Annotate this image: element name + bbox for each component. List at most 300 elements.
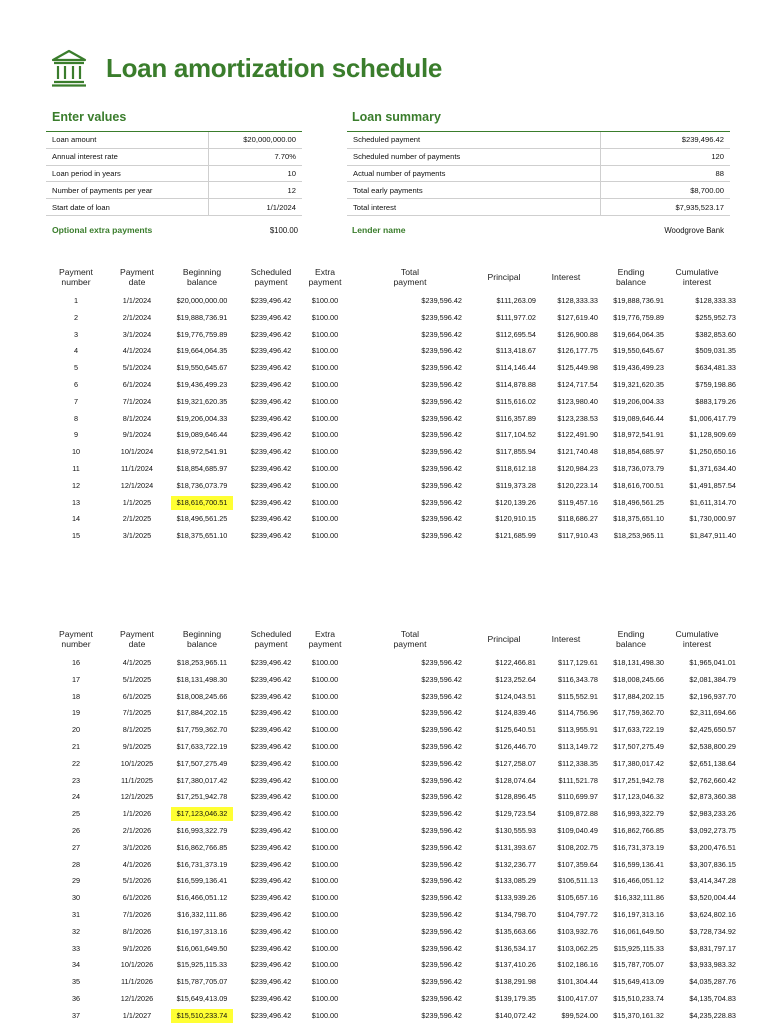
table-row bbox=[0, 427, 768, 444]
cell-interest: $105,657.16 bbox=[557, 893, 598, 903]
cell-beginning-balance: $16,599,136.41 bbox=[176, 876, 228, 886]
cell-payment-date: 11/1/2024 bbox=[121, 464, 153, 473]
cell-payment-number: 22 bbox=[71, 758, 81, 768]
loan-summary-label: Total early payments bbox=[347, 182, 601, 199]
cell-scheduled-payment: $239,496.42 bbox=[250, 480, 292, 490]
cell-payment-date: 2/1/2024 bbox=[122, 312, 152, 322]
cell-payment-number: 5 bbox=[73, 363, 79, 373]
cell-total-payment: $239,596.42 bbox=[421, 447, 462, 457]
table-row bbox=[0, 1008, 768, 1024]
cell-scheduled-payment: $239,496.42 bbox=[250, 363, 292, 373]
cell-interest: $120,223.14 bbox=[557, 480, 598, 490]
cell-total-payment: $239,596.42 bbox=[421, 842, 462, 852]
enter-values-row bbox=[46, 199, 302, 216]
cell-principal: $117,855.94 bbox=[495, 447, 536, 457]
table-row bbox=[0, 991, 768, 1008]
cell-extra-payment: $100.00 bbox=[311, 346, 339, 356]
cell-payment-date: 4/1/2025 bbox=[122, 658, 152, 667]
enter-values-value[interactable]: 1/1/2024 bbox=[208, 199, 302, 216]
cell-payment-number: 19 bbox=[71, 708, 81, 718]
enter-values-value[interactable]: 10 bbox=[208, 165, 302, 182]
cell-cumulative-interest: $4,035,287.76 bbox=[689, 977, 736, 987]
cell-payment-number: 23 bbox=[71, 775, 81, 785]
table-row bbox=[0, 857, 768, 874]
cell-payment-number: 6 bbox=[73, 380, 79, 389]
cell-beginning-balance: $18,008,245.66 bbox=[176, 691, 228, 701]
cell-extra-payment: $100.00 bbox=[311, 960, 339, 970]
cell-extra-payment: $100.00 bbox=[311, 531, 339, 541]
optional-extra-label: Optional extra payments bbox=[52, 225, 153, 235]
cell-total-payment: $239,596.42 bbox=[421, 413, 462, 423]
cell-scheduled-payment: $239,496.42 bbox=[250, 943, 292, 953]
loan-summary-label: Total interest bbox=[347, 199, 601, 216]
cell-ending-balance: $16,061,649.50 bbox=[613, 926, 664, 936]
column-header-payment-date: Payment date bbox=[120, 267, 154, 287]
cell-beginning-balance: $15,649,413.09 bbox=[176, 994, 228, 1003]
loan-summary-value: 88 bbox=[601, 165, 730, 182]
cell-total-payment: $239,596.42 bbox=[421, 531, 462, 541]
cell-extra-payment: $100.00 bbox=[311, 447, 339, 457]
cell-principal: $133,085.29 bbox=[495, 876, 536, 886]
table-row bbox=[0, 394, 768, 411]
cell-extra-payment: $100.00 bbox=[311, 792, 339, 802]
cell-payment-date: 4/1/2024 bbox=[122, 346, 152, 356]
column-header-total-payment: Total payment bbox=[393, 629, 427, 649]
cell-beginning-balance: $15,787,705.07 bbox=[176, 977, 228, 987]
cell-payment-number: 25 bbox=[71, 809, 81, 819]
cell-extra-payment: $100.00 bbox=[311, 725, 339, 735]
cell-total-payment: $239,596.42 bbox=[421, 430, 462, 440]
cell-extra-payment: $100.00 bbox=[311, 943, 339, 953]
cell-payment-number: 28 bbox=[71, 859, 81, 869]
cell-total-payment: $239,596.42 bbox=[421, 363, 462, 373]
cell-interest: $115,552.91 bbox=[557, 691, 598, 701]
enter-values-table bbox=[46, 131, 302, 216]
enter-values-row bbox=[46, 148, 302, 165]
cell-beginning-balance: $19,436,499.23 bbox=[176, 380, 228, 389]
cell-beginning-balance: $19,089,646.44 bbox=[176, 430, 228, 440]
cell-ending-balance: $18,008,245.66 bbox=[613, 674, 664, 684]
cell-interest: $128,333.33 bbox=[557, 296, 598, 305]
cell-total-payment: $239,596.42 bbox=[421, 893, 462, 903]
cell-extra-payment: $100.00 bbox=[311, 312, 339, 322]
column-header-cumulative-interest: Cumulative interest bbox=[675, 267, 719, 287]
cell-beginning-balance: $18,854,685.97 bbox=[176, 464, 228, 473]
cell-extra-payment: $100.00 bbox=[311, 775, 339, 785]
cell-payment-number: 13 bbox=[71, 497, 81, 507]
cell-beginning-balance: $19,776,759.89 bbox=[176, 329, 228, 339]
column-header-payment-date: Payment date bbox=[120, 629, 154, 649]
cell-scheduled-payment: $239,496.42 bbox=[250, 531, 292, 541]
cell-scheduled-payment: $239,496.42 bbox=[250, 809, 292, 819]
cell-scheduled-payment: $239,496.42 bbox=[250, 464, 292, 473]
cell-payment-date: 8/1/2026 bbox=[122, 926, 152, 936]
cell-ending-balance: $18,253,965.11 bbox=[613, 531, 664, 541]
column-header-beginning-balance: Beginning balance bbox=[182, 267, 222, 287]
cell-total-payment: $239,596.42 bbox=[421, 809, 462, 819]
cell-cumulative-interest: $2,651,138.64 bbox=[689, 758, 736, 768]
table-row bbox=[0, 478, 768, 495]
cell-beginning-balance: $17,633,722.19 bbox=[176, 742, 228, 751]
cell-total-payment: $239,596.42 bbox=[421, 876, 462, 886]
cell-interest: $117,910.43 bbox=[557, 531, 598, 541]
cell-principal: $137,410.26 bbox=[495, 960, 536, 970]
cell-interest: $116,343.78 bbox=[557, 674, 598, 684]
cell-scheduled-payment: $239,496.42 bbox=[250, 910, 292, 919]
cell-beginning-balance: $16,862,766.85 bbox=[176, 842, 228, 852]
cell-payment-date: 6/1/2024 bbox=[122, 380, 152, 389]
cell-total-payment: $239,596.42 bbox=[421, 792, 462, 802]
enter-values-label: Start date of loan bbox=[46, 199, 208, 216]
cell-interest: $114,756.96 bbox=[557, 708, 598, 718]
cell-cumulative-interest: $1,611,314.70 bbox=[689, 497, 736, 507]
cell-ending-balance: $17,380,017.42 bbox=[613, 758, 664, 768]
column-header-principal: Principal bbox=[487, 272, 521, 282]
cell-beginning-balance: $16,466,051.12 bbox=[176, 893, 228, 903]
cell-payment-number: 16 bbox=[71, 658, 81, 667]
cell-extra-payment: $100.00 bbox=[311, 876, 339, 886]
cell-cumulative-interest: $3,520,004.44 bbox=[689, 893, 736, 903]
cell-cumulative-interest: $4,235,228.83 bbox=[689, 1010, 736, 1020]
cell-beginning-balance: $17,380,017.42 bbox=[176, 775, 228, 785]
cell-interest: $126,177.75 bbox=[557, 346, 598, 356]
cell-interest: $121,740.48 bbox=[557, 447, 598, 457]
cell-interest: $107,359.64 bbox=[557, 859, 598, 869]
cell-total-payment: $239,596.42 bbox=[421, 826, 462, 835]
cell-payment-number: 34 bbox=[71, 960, 81, 970]
loan-summary-label: Scheduled number of payments bbox=[347, 148, 601, 165]
column-header-extra-payment: Extra payment bbox=[308, 629, 342, 649]
cell-interest: $119,457.16 bbox=[557, 497, 598, 507]
cell-ending-balance: $16,599,136.41 bbox=[613, 859, 664, 869]
cell-cumulative-interest: $3,092,273.75 bbox=[689, 826, 736, 835]
table-row bbox=[0, 739, 768, 756]
cell-principal: $126,446.70 bbox=[495, 742, 536, 751]
cell-interest: $109,872.88 bbox=[557, 809, 598, 819]
cell-beginning-balance: $17,759,362.70 bbox=[176, 725, 228, 735]
cell-principal: $123,252.64 bbox=[495, 674, 536, 684]
cell-interest: $118,686.27 bbox=[557, 514, 598, 524]
table-row bbox=[0, 773, 768, 790]
cell-total-payment: $239,596.42 bbox=[421, 691, 462, 701]
cell-ending-balance: $16,862,766.85 bbox=[613, 826, 664, 835]
cell-total-payment: $239,596.42 bbox=[421, 742, 462, 751]
cell-total-payment: $239,596.42 bbox=[421, 658, 462, 667]
cell-total-payment: $239,596.42 bbox=[421, 775, 462, 785]
cell-total-payment: $239,596.42 bbox=[421, 708, 462, 718]
enter-values-row bbox=[46, 165, 302, 182]
cell-ending-balance: $17,884,202.15 bbox=[613, 691, 664, 701]
table-row bbox=[0, 756, 768, 773]
column-header-scheduled-payment: Scheduled payment bbox=[250, 267, 292, 287]
table-row bbox=[0, 924, 768, 941]
cell-extra-payment: $100.00 bbox=[311, 674, 339, 684]
cell-cumulative-interest: $1,006,417.79 bbox=[689, 413, 736, 423]
cell-extra-payment: $100.00 bbox=[311, 994, 339, 1003]
cell-ending-balance: $16,731,373.19 bbox=[613, 842, 664, 852]
cell-payment-number: 4 bbox=[73, 346, 79, 356]
cell-cumulative-interest: $2,762,660.42 bbox=[689, 775, 736, 785]
cell-payment-date: 12/1/2024 bbox=[120, 480, 154, 490]
cell-principal: $127,258.07 bbox=[495, 758, 536, 768]
cell-principal: $139,179.35 bbox=[495, 994, 536, 1003]
cell-payment-date: 1/1/2025 bbox=[122, 497, 152, 507]
cell-cumulative-interest: $2,873,360.38 bbox=[689, 792, 736, 802]
cell-payment-date: 5/1/2024 bbox=[122, 363, 152, 373]
cell-total-payment: $239,596.42 bbox=[421, 977, 462, 987]
cell-principal: $124,839.46 bbox=[495, 708, 536, 718]
cell-payment-date: 1/1/2026 bbox=[122, 809, 152, 819]
cell-extra-payment: $100.00 bbox=[311, 842, 339, 852]
column-header-cumulative-interest: Cumulative interest bbox=[675, 629, 719, 649]
table-row bbox=[0, 444, 768, 461]
cell-extra-payment: $100.00 bbox=[311, 742, 339, 751]
cell-scheduled-payment: $239,496.42 bbox=[250, 296, 292, 305]
table-row bbox=[0, 461, 768, 478]
cell-principal: $135,663.66 bbox=[495, 926, 536, 936]
schedule-header bbox=[0, 626, 768, 652]
optional-extra-value[interactable]: $100.00 bbox=[269, 226, 298, 235]
cell-interest: $112,338.35 bbox=[557, 758, 598, 768]
cell-payment-date: 12/1/2026 bbox=[120, 994, 154, 1003]
column-header-scheduled-payment: Scheduled payment bbox=[250, 629, 292, 649]
column-header-payment-number: Payment number bbox=[59, 629, 93, 649]
cell-beginning-balance: $17,507,275.49 bbox=[176, 758, 228, 768]
cell-total-payment: $239,596.42 bbox=[421, 296, 462, 305]
cell-payment-date: 3/1/2025 bbox=[122, 531, 152, 541]
cell-interest: $125,449.98 bbox=[557, 363, 598, 373]
enter-values-row bbox=[46, 182, 302, 199]
cell-interest: $99,524.00 bbox=[561, 1010, 598, 1020]
loan-summary-row bbox=[347, 165, 730, 182]
table-row bbox=[0, 327, 768, 344]
column-header-total-payment: Total payment bbox=[393, 267, 427, 287]
cell-scheduled-payment: $239,496.42 bbox=[250, 792, 292, 802]
cell-cumulative-interest: $3,624,802.16 bbox=[689, 910, 736, 919]
cell-payment-number: 36 bbox=[71, 994, 81, 1003]
cell-ending-balance: $18,854,685.97 bbox=[613, 447, 664, 457]
cell-cumulative-interest: $2,081,384.79 bbox=[689, 674, 736, 684]
cell-cumulative-interest: $3,307,836.15 bbox=[689, 859, 736, 869]
cell-extra-payment: $100.00 bbox=[311, 809, 339, 819]
cell-ending-balance: $19,089,646.44 bbox=[613, 413, 664, 423]
cell-interest: $117,129.61 bbox=[557, 658, 598, 667]
cell-interest: $111,521.78 bbox=[558, 775, 598, 785]
cell-interest: $110,699.97 bbox=[557, 792, 598, 802]
cell-scheduled-payment: $239,496.42 bbox=[250, 1010, 292, 1020]
cell-cumulative-interest: $2,425,650.57 bbox=[689, 725, 736, 735]
cell-cumulative-interest: $1,965,041.01 bbox=[689, 658, 736, 667]
cell-cumulative-interest: $1,730,000.97 bbox=[689, 514, 736, 524]
cell-payment-number: 11 bbox=[72, 464, 80, 473]
cell-scheduled-payment: $239,496.42 bbox=[250, 658, 292, 667]
cell-payment-number: 7 bbox=[73, 396, 79, 406]
cell-principal: $120,139.26 bbox=[495, 497, 536, 507]
cell-total-payment: $239,596.42 bbox=[421, 758, 462, 768]
bank-icon bbox=[50, 48, 88, 88]
cell-beginning-balance: $15,925,115.33 bbox=[176, 960, 228, 970]
cell-payment-number: 35 bbox=[71, 977, 81, 987]
cell-principal: $128,896.45 bbox=[495, 792, 536, 802]
cell-beginning-balance: $15,510,233.74 bbox=[162, 1008, 242, 1024]
cell-extra-payment: $100.00 bbox=[311, 893, 339, 903]
cell-payment-date: 8/1/2025 bbox=[122, 725, 152, 735]
cell-cumulative-interest: $3,414,347.28 bbox=[689, 876, 736, 886]
cell-beginning-balance: $16,731,373.19 bbox=[176, 859, 228, 869]
lender-name-value[interactable]: Woodgrove Bank bbox=[664, 226, 724, 235]
cell-extra-payment: $100.00 bbox=[311, 859, 339, 869]
table-row bbox=[0, 705, 768, 722]
cell-payment-date: 12/1/2025 bbox=[120, 792, 154, 802]
cell-principal: $120,910.15 bbox=[495, 514, 536, 524]
cell-cumulative-interest: $3,728,734.92 bbox=[689, 926, 736, 936]
cell-interest: $124,717.54 bbox=[557, 380, 598, 389]
cell-payment-date: 7/1/2024 bbox=[122, 396, 152, 406]
cell-total-payment: $239,596.42 bbox=[421, 910, 462, 919]
cell-ending-balance: $15,787,705.07 bbox=[613, 960, 664, 970]
cell-cumulative-interest: $1,371,634.40 bbox=[689, 464, 736, 473]
enter-values-label: Number of payments per year bbox=[46, 182, 208, 199]
cell-principal: $113,418.67 bbox=[495, 346, 536, 356]
cell-principal: $136,534.17 bbox=[495, 943, 536, 953]
cell-payment-date: 1/1/2024 bbox=[122, 296, 152, 305]
cell-ending-balance: $18,972,541.91 bbox=[613, 430, 664, 440]
cell-interest: $113,149.72 bbox=[557, 742, 598, 751]
cell-principal: $122,466.81 bbox=[495, 658, 536, 667]
cell-beginning-balance: $19,550,645.67 bbox=[176, 363, 228, 373]
loan-summary-value: $239,496.42 bbox=[601, 132, 730, 149]
cell-extra-payment: $100.00 bbox=[311, 758, 339, 768]
cell-ending-balance: $18,616,700.51 bbox=[613, 480, 664, 490]
cell-total-payment: $239,596.42 bbox=[421, 396, 462, 406]
cell-total-payment: $239,596.42 bbox=[421, 1010, 462, 1020]
cell-payment-number: 37 bbox=[71, 1010, 81, 1020]
cell-payment-number: 15 bbox=[71, 531, 81, 541]
loan-summary-row bbox=[347, 182, 730, 199]
cell-extra-payment: $100.00 bbox=[311, 296, 339, 305]
table-row bbox=[0, 689, 768, 706]
cell-ending-balance: $16,466,051.12 bbox=[613, 876, 664, 886]
cell-interest: $123,980.40 bbox=[557, 396, 598, 406]
cell-total-payment: $239,596.42 bbox=[421, 346, 462, 356]
cell-extra-payment: $100.00 bbox=[311, 658, 339, 667]
cell-scheduled-payment: $239,496.42 bbox=[250, 346, 292, 356]
column-header-interest: Interest bbox=[551, 272, 581, 282]
cell-interest: $106,511.13 bbox=[557, 876, 598, 886]
cell-cumulative-interest: $1,491,857.54 bbox=[689, 480, 736, 490]
cell-payment-number: 29 bbox=[71, 876, 81, 886]
cell-ending-balance: $16,332,111.86 bbox=[614, 893, 664, 903]
column-header-beginning-balance: Beginning balance bbox=[182, 629, 222, 649]
cell-beginning-balance: $17,123,046.32 bbox=[162, 806, 242, 823]
cell-cumulative-interest: $255,952.73 bbox=[695, 312, 736, 322]
cell-total-payment: $239,596.42 bbox=[421, 994, 462, 1003]
table-row bbox=[0, 974, 768, 991]
cell-scheduled-payment: $239,496.42 bbox=[250, 977, 292, 987]
cell-beginning-balance: $19,206,004.33 bbox=[176, 413, 228, 423]
cell-principal: $117,104.52 bbox=[495, 430, 536, 440]
cell-ending-balance: $19,321,620.35 bbox=[613, 380, 664, 389]
lender-name-label: Lender name bbox=[352, 225, 406, 235]
cell-cumulative-interest: $2,311,694.66 bbox=[689, 708, 736, 718]
enter-values-value[interactable]: 12 bbox=[208, 182, 302, 199]
cell-beginning-balance: $20,000,000.00 bbox=[176, 296, 228, 305]
enter-values-value[interactable]: 7.70% bbox=[208, 148, 302, 165]
cell-payment-date: 7/1/2026 bbox=[122, 910, 152, 919]
cell-extra-payment: $100.00 bbox=[311, 708, 339, 718]
cell-beginning-balance: $19,664,064.35 bbox=[176, 346, 228, 356]
cell-beginning-balance: $18,131,498.30 bbox=[176, 674, 228, 684]
cell-ending-balance: $19,664,064.35 bbox=[613, 329, 664, 339]
cell-cumulative-interest: $382,853.60 bbox=[695, 329, 736, 339]
cell-payment-number: 21 bbox=[71, 742, 81, 751]
enter-values-row bbox=[46, 132, 302, 149]
cell-ending-balance: $19,776,759.89 bbox=[613, 312, 664, 322]
cell-cumulative-interest: $883,179.26 bbox=[695, 396, 736, 406]
page-title: Loan amortization schedule bbox=[106, 52, 443, 83]
cell-beginning-balance: $18,616,700.51 bbox=[162, 495, 242, 512]
cell-payment-date: 8/1/2024 bbox=[122, 413, 152, 423]
cell-ending-balance: $19,888,736.91 bbox=[613, 296, 664, 305]
cell-principal: $132,236.77 bbox=[495, 859, 536, 869]
cell-ending-balance: $19,550,645.67 bbox=[613, 346, 664, 356]
loan-summary-row bbox=[347, 132, 730, 149]
column-header-payment-number: Payment number bbox=[59, 267, 93, 287]
table-row bbox=[0, 511, 768, 528]
cell-beginning-balance: $16,197,313.16 bbox=[176, 926, 228, 936]
cell-scheduled-payment: $239,496.42 bbox=[250, 725, 292, 735]
cell-principal: $128,074.64 bbox=[495, 775, 536, 785]
cell-cumulative-interest: $634,481.33 bbox=[695, 363, 736, 373]
table-row bbox=[0, 495, 768, 512]
cell-interest: $104,797.72 bbox=[557, 910, 598, 919]
table-row bbox=[0, 840, 768, 857]
cell-ending-balance: $15,925,115.33 bbox=[613, 943, 664, 953]
cell-ending-balance: $18,736,073.79 bbox=[613, 464, 664, 473]
cell-extra-payment: $100.00 bbox=[311, 430, 339, 440]
cell-total-payment: $239,596.42 bbox=[421, 464, 462, 473]
enter-values-value[interactable]: $20,000,000.00 bbox=[208, 132, 302, 149]
cell-extra-payment: $100.00 bbox=[311, 396, 339, 406]
loan-summary-title: Loan summary bbox=[352, 110, 441, 124]
cell-payment-date: 11/1/2025 bbox=[121, 775, 153, 785]
loan-summary-table bbox=[347, 131, 730, 216]
cell-total-payment: $239,596.42 bbox=[421, 960, 462, 970]
cell-payment-date: 11/1/2026 bbox=[121, 977, 153, 987]
cell-total-payment: $239,596.42 bbox=[421, 943, 462, 953]
table-row bbox=[0, 873, 768, 890]
cell-cumulative-interest: $1,128,909.69 bbox=[689, 430, 736, 440]
cell-payment-date: 6/1/2025 bbox=[122, 691, 152, 701]
cell-payment-date: 10/1/2024 bbox=[120, 447, 154, 457]
cell-principal: $125,640.51 bbox=[495, 725, 536, 735]
cell-ending-balance: $18,496,561.25 bbox=[613, 497, 664, 507]
column-header-interest: Interest bbox=[551, 634, 581, 644]
cell-beginning-balance: $17,251,942.78 bbox=[176, 792, 228, 802]
table-row bbox=[0, 293, 768, 310]
cell-cumulative-interest: $3,831,797.17 bbox=[689, 943, 736, 953]
cell-scheduled-payment: $239,496.42 bbox=[250, 960, 292, 970]
cell-interest: $127,619.40 bbox=[557, 312, 598, 322]
cell-payment-number: 3 bbox=[73, 329, 79, 339]
cell-ending-balance: $19,436,499.23 bbox=[613, 363, 664, 373]
cell-interest: $123,238.53 bbox=[557, 413, 598, 423]
cell-total-payment: $239,596.42 bbox=[421, 497, 462, 507]
loan-summary-value: 120 bbox=[601, 148, 730, 165]
cell-beginning-balance: $16,332,111.86 bbox=[177, 910, 227, 919]
cell-scheduled-payment: $239,496.42 bbox=[250, 775, 292, 785]
enter-values-label: Loan period in years bbox=[46, 165, 208, 182]
